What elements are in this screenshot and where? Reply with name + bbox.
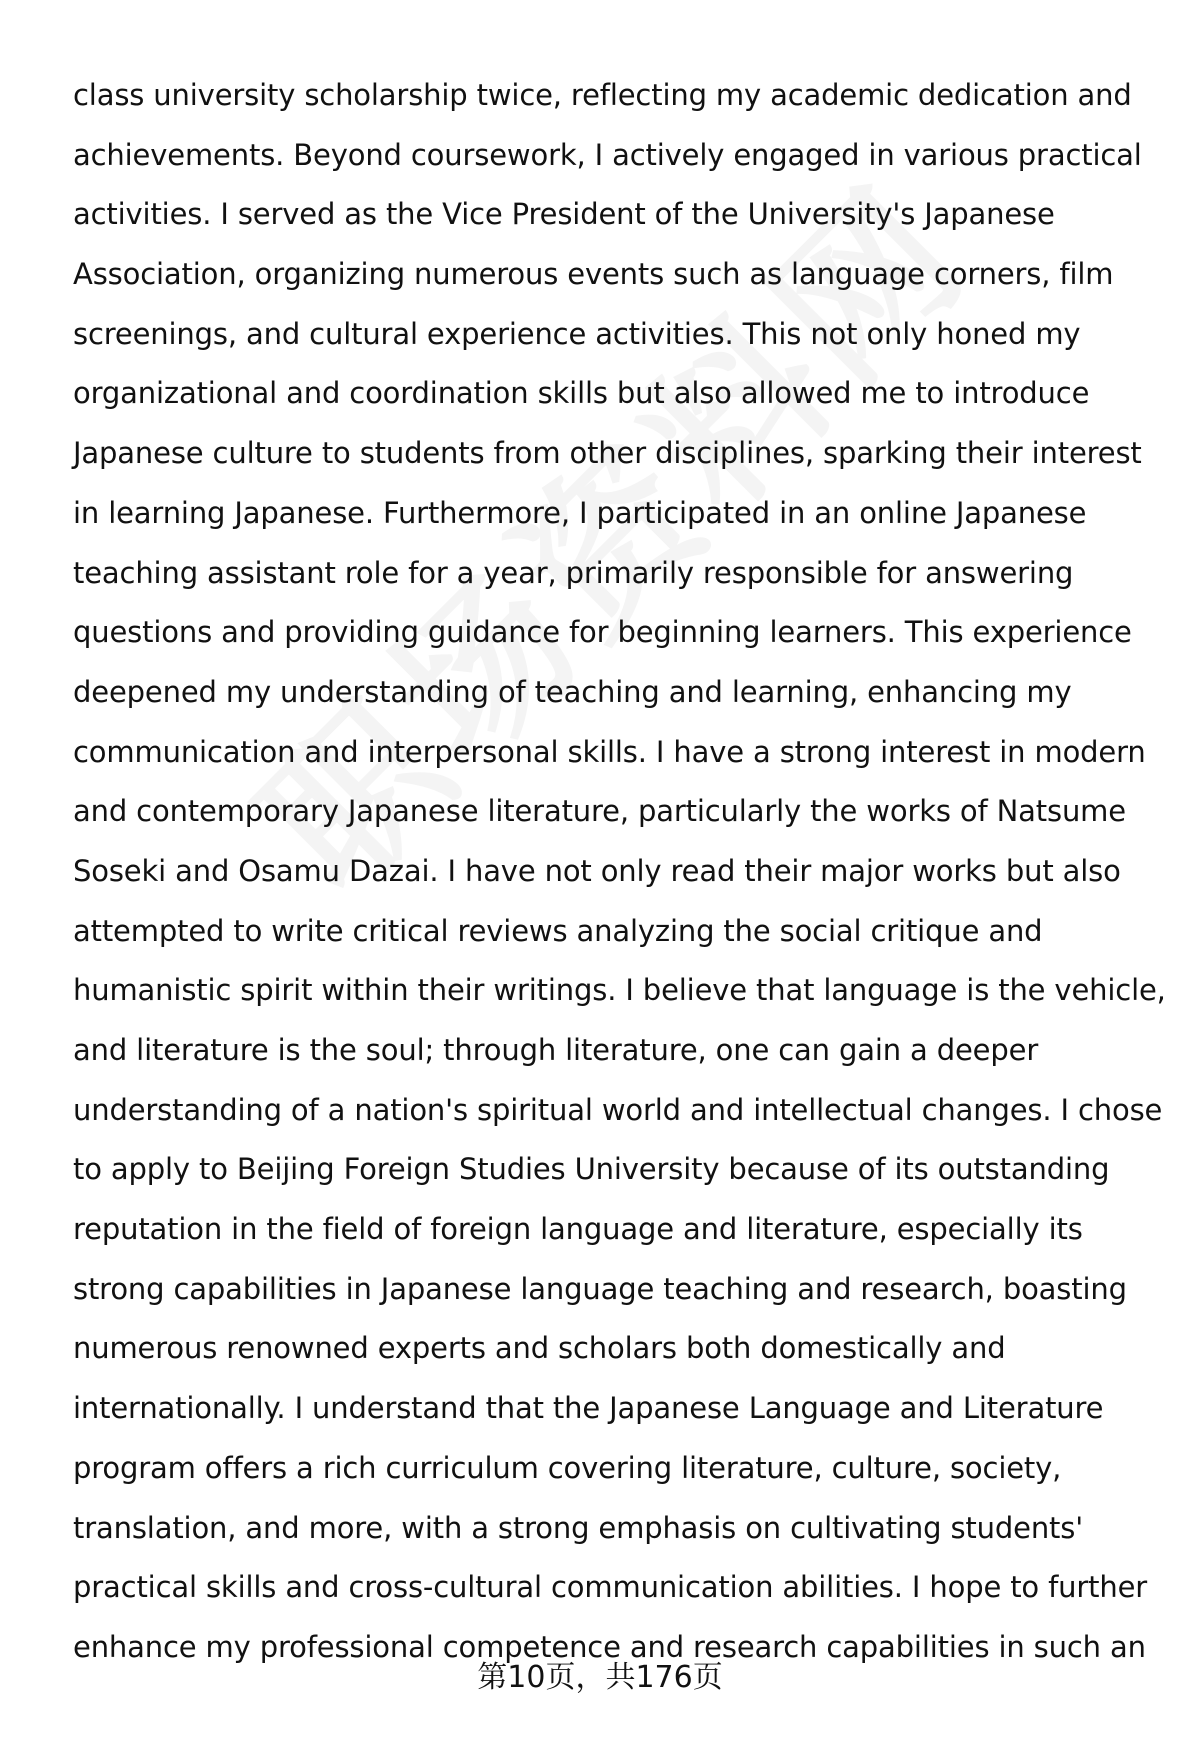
text-line: in learning Japanese. Furthermore, I participated in an online Japanese [73, 495, 1087, 530]
text-line: program offers a rich curriculum covering literature, culture, society, [73, 1450, 1062, 1485]
text-line: deepened my understanding of teaching and learning, enhancing my [73, 674, 1072, 709]
text-line: Association, organizing numerous events such as language corners, film [73, 257, 1114, 292]
page-number: 第10页，共176页 [477, 1660, 723, 1695]
text-line: and contemporary Japanese literature, particularly the works of Natsume [73, 794, 1126, 829]
text-line: class university scholarship twice, reflecting my academic dedication and [73, 78, 1132, 112]
text-line: achievements. Beyond coursework, I actively engaged in various practical [73, 137, 1142, 172]
body-paragraph [73, 66, 1166, 1678]
text-line: understanding of a nation's spiritual world and intellectual changes. I chose [73, 1092, 1163, 1127]
text-line: reputation in the field of foreign language and literature, especially its [73, 1212, 1083, 1247]
text-line: Soseki and Osamu Dazai. I have not only read their major works but also [73, 853, 1121, 888]
text-line: communication and interpersonal skills. I have a strong interest in modern [73, 734, 1146, 769]
text-line: attempted to write critical reviews analyzing the social critique and [73, 913, 1043, 948]
text-line: practical skills and cross-cultural communication abilities. I hope to further [73, 1570, 1148, 1605]
text-line: translation, and more, with a strong emphasis on cultivating students' [73, 1510, 1084, 1545]
text-line: to apply to Beijing Foreign Studies University because of its outstanding [73, 1152, 1110, 1187]
text-line: and literature is the soul; through literature, one can gain a deeper [73, 1033, 1039, 1067]
text-line: teaching assistant role for a year, primarily responsible for answering [73, 555, 1074, 590]
text-line: activities. I served as the Vice President of the University's Japanese [73, 197, 1055, 232]
text-line: questions and providing guidance for beginning learners. This experience [73, 615, 1132, 650]
text-line: humanistic spirit within their writings. I believe that language is the vehicle, [73, 973, 1166, 1008]
text-line: strong capabilities in Japanese language teaching and research, boasting [73, 1271, 1127, 1306]
text-line: internationally. I understand that the Japanese Language and Literature [73, 1391, 1104, 1426]
text-line: enhance my professional competence and research capabilities in such an [73, 1629, 1146, 1664]
text-line: organizational and coordination skills but also allowed me to introduce [73, 376, 1090, 411]
text-line: screenings, and cultural experience activities. This not only honed my [73, 316, 1081, 351]
text-line: Japanese culture to students from other disciplines, sparking their interest [73, 436, 1142, 471]
text-line: numerous renowned experts and scholars both domestically and [73, 1331, 1006, 1366]
